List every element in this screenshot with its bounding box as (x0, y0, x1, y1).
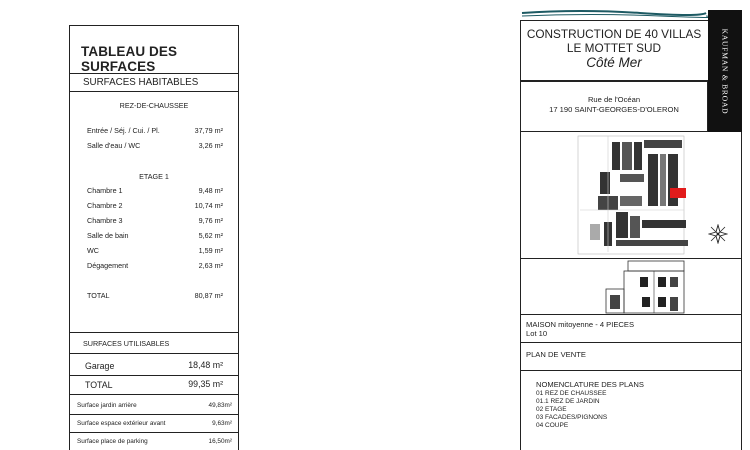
rdc-row-label: Entrée / Séj. / Cui. / Pl. (87, 126, 160, 135)
extra-label: Surface jardin arrière (77, 402, 137, 409)
garage-label: Garage (85, 361, 115, 371)
extra-value: 9,63m² (212, 420, 232, 427)
nomenclature-item: 01 REZ DE CHAUSSEE (536, 390, 607, 397)
wave-accent-icon (520, 10, 708, 18)
divider (70, 414, 238, 415)
lot-highlight (670, 188, 686, 198)
garage-value: 18,48 m² (188, 360, 223, 370)
divider (70, 332, 238, 333)
etage-row-label: WC (87, 246, 99, 255)
divider (70, 353, 238, 354)
total-habitable-label: TOTAL (87, 291, 110, 300)
etage-row-value: 1,59 m² (198, 246, 223, 255)
etage-row-label: Chambre 2 (87, 201, 123, 210)
etage-row-value: 9,76 m² (198, 216, 223, 225)
etage-row-value: 5,62 m² (198, 231, 223, 240)
etage-row-label: Salle de bain (87, 231, 129, 240)
address-line1: Rue de l'Océan (587, 95, 641, 104)
house-type: MAISON mitoyenne - 4 PIECES (526, 320, 635, 329)
divider (70, 91, 238, 92)
nomenclature-item: 02 ETAGE (536, 406, 567, 413)
project-line1: CONSTRUCTION DE 40 VILLAS (526, 27, 702, 41)
nomenclature-item: 03 FACADES/PIGNONS (536, 414, 608, 421)
divider (70, 394, 238, 395)
title-block (520, 10, 742, 450)
etage-row-value: 10,74 m² (194, 201, 223, 210)
extra-value: 16,50m² (208, 438, 232, 445)
utilisables-header: SURFACES UTILISABLES (83, 339, 170, 348)
plan-type: PLAN DE VENTE (526, 350, 586, 359)
rdc-label: REZ-DE-CHAUSSEE (119, 101, 189, 110)
divider (70, 375, 238, 376)
brand-logo (708, 10, 742, 132)
etage-row-label: Chambre 3 (87, 216, 123, 225)
lot-number: Lot 10 (526, 329, 548, 338)
surfaces-table (69, 25, 239, 450)
nomenclature-title: NOMENCLATURE DES PLANS (536, 380, 644, 389)
brand-text: KAUFMAN & BROAD (720, 28, 730, 114)
rdc-row-value: 3,26 m² (198, 141, 223, 150)
total-habitable-value: 80,87 m² (194, 291, 223, 300)
extra-label: Surface espace extérieur avant (77, 420, 166, 427)
nomenclature-item: 01.1 REZ DE JARDIN (536, 398, 600, 405)
rdc-row-value: 37,79 m² (194, 126, 223, 135)
project-line2: LE MOTTET SUD (566, 41, 662, 55)
project-name: Côté Mer (586, 55, 642, 70)
habitable-header: SURFACES HABITABLES (83, 77, 199, 88)
nomenclature-item: 04 COUPE (536, 422, 569, 429)
rdc-row-label: Salle d'eau / WC (87, 141, 141, 150)
etage-row-value: 9,48 m² (198, 186, 223, 195)
divider (70, 432, 238, 433)
total-label: TOTAL (85, 380, 113, 390)
etage-row-label: Chambre 1 (87, 186, 123, 195)
compass-icon (708, 224, 728, 244)
extra-label: Surface place de parking (77, 438, 148, 445)
etage-row-value: 2,63 m² (198, 261, 223, 270)
facade-drawing (520, 259, 742, 315)
etage-row-label: Dégagement (87, 261, 129, 270)
etage-label: ETAGE 1 (139, 172, 169, 181)
address-line2: 17 190 SAINT-GEORGES-D'OLERON (549, 105, 679, 114)
surfaces-title: TABLEAU DES SURFACES (81, 44, 178, 74)
extra-value: 49,83m² (208, 402, 232, 409)
divider (70, 73, 238, 74)
total-value: 99,35 m² (188, 379, 223, 389)
